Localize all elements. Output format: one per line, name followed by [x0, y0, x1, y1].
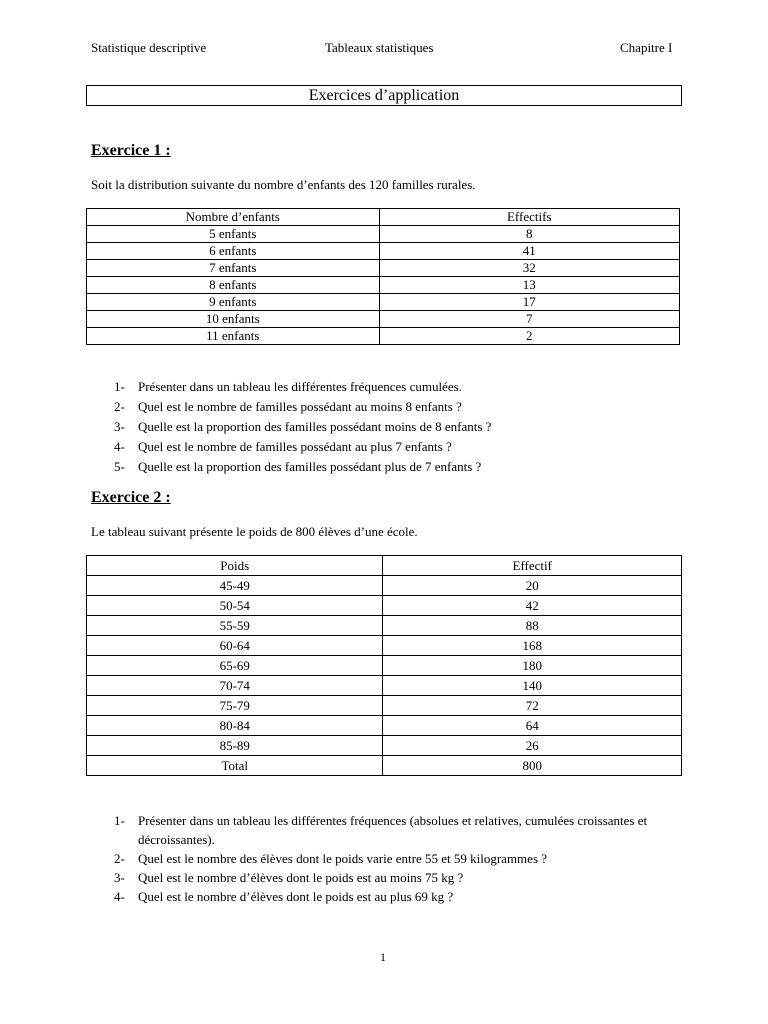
- table-total-row: [87, 756, 682, 776]
- question-text: Quel est le nombre de familles possédant au moins 8 enfants ?: [138, 399, 462, 414]
- question-text: Quel est le nombre de familles possédant au plus 7 enfants ?: [138, 439, 452, 454]
- table-cell: Total: [87, 756, 383, 776]
- table-row: [87, 277, 680, 294]
- table-cell: 65-69: [87, 656, 383, 676]
- table-row: [87, 596, 682, 616]
- table-cell: 140: [383, 676, 682, 696]
- question-number: 2-: [114, 399, 125, 414]
- table-cell: 800: [383, 756, 682, 776]
- header-chapter: Chapitre I: [620, 40, 673, 55]
- question-text: Quel est le nombre d’élèves dont le poids est au plus 69 kg ?: [138, 889, 454, 904]
- table-row: [87, 243, 680, 260]
- table-cell: 11 enfants: [87, 328, 380, 345]
- table-row: [87, 576, 682, 596]
- table-header-row: [87, 209, 680, 226]
- list-item: [114, 457, 674, 477]
- exercise1-table: [86, 208, 680, 345]
- question-text: Quelle est la proportion des familles possédant moins de 8 enfants ?: [138, 419, 492, 434]
- table-cell: 9 enfants: [87, 294, 380, 311]
- question-number: 2-: [114, 851, 125, 866]
- table-cell: 180: [383, 656, 682, 676]
- table-cell: 7: [379, 311, 680, 328]
- table-row: [87, 736, 682, 756]
- table-cell: 17: [379, 294, 680, 311]
- table-cell: 8: [379, 226, 680, 243]
- table-cell: 72: [383, 696, 682, 716]
- list-item: [114, 868, 659, 887]
- exercise1-title: Exercice 1 :: [91, 142, 171, 159]
- table-cell: 20: [383, 576, 682, 596]
- question-number: 1-: [114, 813, 125, 828]
- table-cell: 13: [379, 277, 680, 294]
- question-number: 1-: [114, 379, 125, 394]
- table-header-cell: Effectif: [383, 556, 682, 576]
- question-text: Quel est le nombre d’élèves dont le poids est au moins 75 kg ?: [138, 870, 464, 885]
- list-item: [114, 887, 659, 906]
- header-topic: Tableaux statistiques: [325, 40, 434, 55]
- exercise2-questions: [114, 811, 659, 906]
- exercise1-questions: [114, 377, 674, 477]
- question-number: 4-: [114, 889, 125, 904]
- table-cell: 60-64: [87, 636, 383, 656]
- question-number: 3-: [114, 870, 125, 885]
- exercise2-table: [86, 555, 682, 776]
- table-row: [87, 328, 680, 345]
- table-cell: 64: [383, 716, 682, 736]
- table-cell: 2: [379, 328, 680, 345]
- table-row: [87, 311, 680, 328]
- table-cell: 80-84: [87, 716, 383, 736]
- page-number: 1: [380, 950, 386, 964]
- table-row: [87, 716, 682, 736]
- table-cell: 45-49: [87, 576, 383, 596]
- list-item: [114, 417, 674, 437]
- question-text: Présenter dans un tableau les différentes fréquences cumulées.: [138, 379, 462, 394]
- table-cell: 8 enfants: [87, 277, 380, 294]
- table-cell: 10 enfants: [87, 311, 380, 328]
- list-item: [114, 437, 674, 457]
- section-title: Exercices d’application: [86, 85, 682, 106]
- table-row: [87, 636, 682, 656]
- table-cell: 41: [379, 243, 680, 260]
- table-cell: 5 enfants: [87, 226, 380, 243]
- table-row: [87, 226, 680, 243]
- table-cell: 42: [383, 596, 682, 616]
- question-number: 5-: [114, 459, 125, 474]
- table-header-cell: Poids: [87, 556, 383, 576]
- table-cell: 70-74: [87, 676, 383, 696]
- table-cell: 50-54: [87, 596, 383, 616]
- table-cell: 32: [379, 260, 680, 277]
- table-row: [87, 616, 682, 636]
- table-cell: 85-89: [87, 736, 383, 756]
- question-number: 4-: [114, 439, 125, 454]
- table-row: [87, 260, 680, 277]
- question-text: Quel est le nombre des élèves dont le poids varie entre 55 et 59 kilogrammes ?: [138, 851, 548, 866]
- table-cell: 6 enfants: [87, 243, 380, 260]
- table-cell: 88: [383, 616, 682, 636]
- exercise1-intro: Soit la distribution suivante du nombre d’enfants des 120 familles rurales.: [91, 177, 476, 192]
- list-item: [114, 849, 659, 868]
- table-row: [87, 676, 682, 696]
- list-item: [114, 397, 674, 417]
- question-number: 3-: [114, 419, 125, 434]
- table-header-row: [87, 556, 682, 576]
- table-cell: 75-79: [87, 696, 383, 716]
- table-row: [87, 656, 682, 676]
- exercise2-intro: Le tableau suivant présente le poids de 800 élèves d’une école.: [91, 524, 418, 539]
- table-row: [87, 696, 682, 716]
- list-item: [114, 377, 674, 397]
- table-cell: 55-59: [87, 616, 383, 636]
- table-cell: 168: [383, 636, 682, 656]
- exercise2-title: Exercice 2 :: [91, 489, 171, 506]
- question-text: Quelle est la proportion des familles possédant plus de 7 enfants ?: [138, 459, 482, 474]
- table-cell: 7 enfants: [87, 260, 380, 277]
- header-subject: Statistique descriptive: [91, 40, 207, 55]
- list-item: [114, 811, 659, 849]
- table-header-cell: Effectifs: [379, 209, 680, 226]
- table-cell: 26: [383, 736, 682, 756]
- table-row: [87, 294, 680, 311]
- table-header-cell: Nombre d’enfants: [87, 209, 380, 226]
- question-text: Présenter dans un tableau les différentes fréquences (absolues et relatives, cumulées croissantes et décroissantes).: [138, 813, 648, 847]
